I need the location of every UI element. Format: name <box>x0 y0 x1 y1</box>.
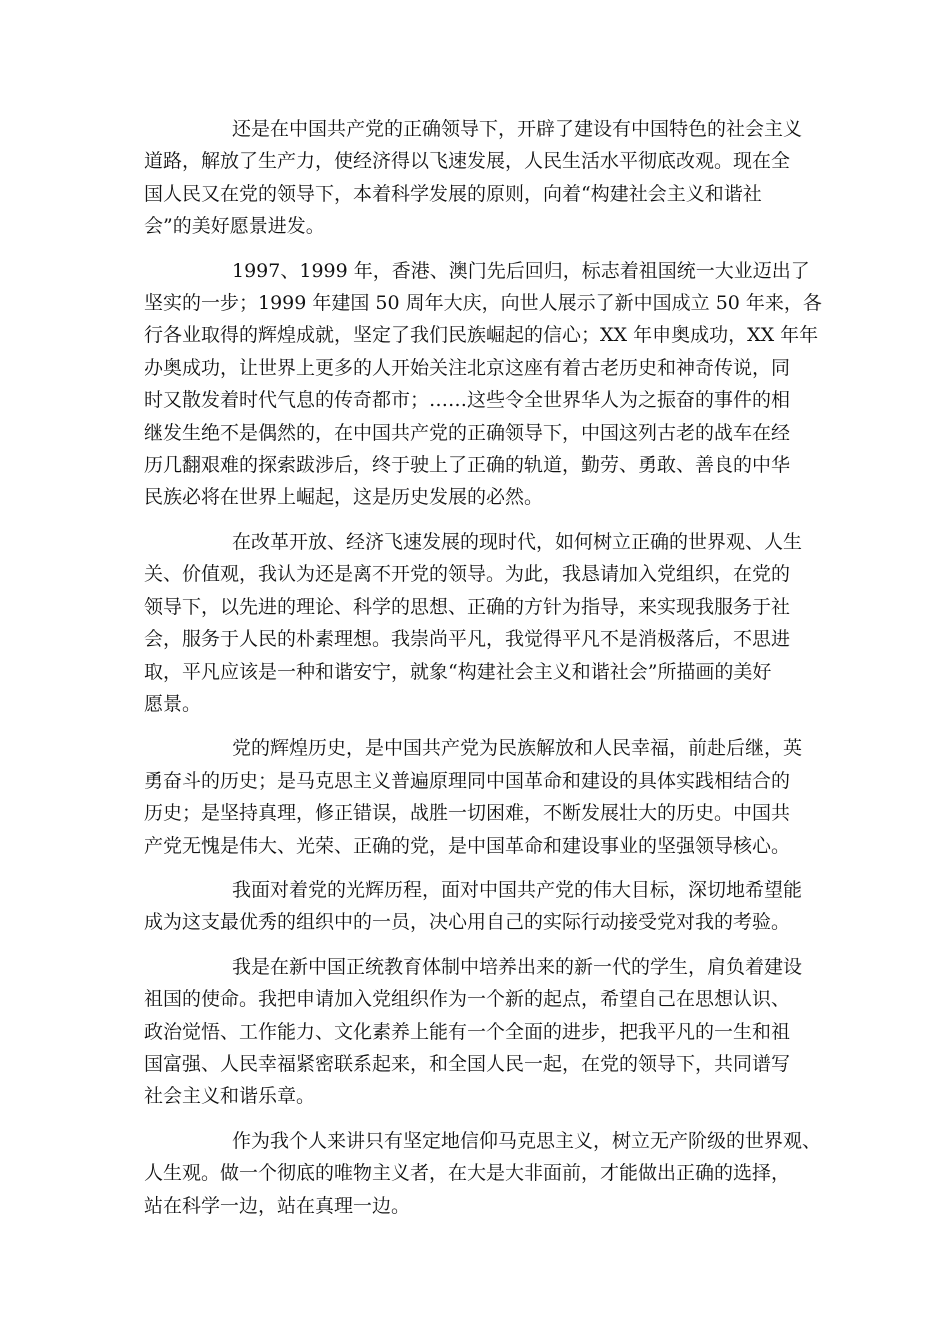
paragraph-line: 坚实的一步；1999 年建国 50 周年大庆，向世人展示了新中国成立 50 年来，各 <box>144 292 822 315</box>
paragraph-line: 我是在新中国正统教育体制中培养出来的新一代的学生，肩负着建设 <box>232 955 803 978</box>
paragraph-line: 还是在中国共产党的正确领导下，开辟了建设有中国特色的社会主义 <box>232 118 803 140</box>
paragraph-6 <box>144 951 824 1113</box>
paragraph-line: 关、价值观，我认为还是离不开党的领导。为此，我恳请加入党组织，在党的 <box>144 563 791 586</box>
paragraph-line: 行各业取得的辉煌成就，坚定了我们民族崛起的信心；XX 年申奥成功，XX 年年 <box>144 324 819 347</box>
paragraph-line: 站在科学一边，站在真理一边。 <box>144 1194 411 1217</box>
paragraph-line: 办奥成功，让世界上更多的人开始关注北京这座有着古老历史和神奇传说，同 <box>144 356 791 379</box>
paragraph-line: 政治觉悟、工作能力、文化素养上能有一个全面的进步，把我平凡的一生和祖 <box>144 1020 791 1043</box>
paragraph-line: 社会主义和谐乐章。 <box>144 1085 316 1108</box>
paragraph-line: 历史；是坚持真理，修正错误，战胜一切困难，不断发展壮大的历史。中国共 <box>144 802 791 825</box>
paragraph-line: 成为这支最优秀的组织中的一员，决心用自己的实际行动接受党对我的考验。 <box>144 911 791 934</box>
paragraph-line: 产党无愧是伟大、光荣、正确的党，是中国革命和建设事业的坚强领导核心。 <box>144 834 791 857</box>
paragraph-line: 勇奋斗的历史；是马克思主义普遍原理同中国革命和建设的具体实践相结合的 <box>144 769 791 792</box>
paragraph-line: 国人民又在党的领导下，本着科学发展的原则，向着“构建社会主义和谐社 <box>144 182 762 205</box>
paragraph-line: 祖国的使命。我把申请加入党组织作为一个新的起点，希望自己在思想认识、 <box>144 988 791 1011</box>
paragraph-line: 会”的美好愿景进发。 <box>144 215 325 238</box>
paragraph-1 <box>144 113 824 243</box>
paragraph-3 <box>144 526 824 720</box>
paragraph-line: 人生观。做一个彻底的唯物主义者，在大是大非面前，才能做出正确的选择， <box>144 1162 791 1185</box>
document-body <box>144 113 824 1234</box>
paragraph-line: 继发生绝不是偶然的，在中国共产党的正确领导下，中国这列古老的战车在经 <box>144 421 791 444</box>
paragraph-5 <box>144 874 824 939</box>
paragraph-line: 取，平凡应该是一种和谐安宁，就象“构建社会主义和谐社会”所描画的美好 <box>144 660 772 683</box>
paragraph-2 <box>144 255 824 514</box>
paragraph-line: 领导下，以先进的理论、科学的思想、正确的方针为指导，来实现我服务于社 <box>144 595 791 618</box>
paragraph-line: 愿景。 <box>144 692 202 715</box>
paragraph-line: 1997、1999 年，香港、澳门先后回归，标志着祖国统一大业迈出了 <box>232 259 810 282</box>
paragraph-line: 我面对着党的光辉历程，面对中国共产党的伟大目标，深切地希望能 <box>232 878 803 901</box>
paragraph-line: 会，服务于人民的朴素理想。我崇尚平凡，我觉得平凡不是消极落后，不思进 <box>144 628 791 651</box>
paragraph-line: 道路，解放了生产力，使经济得以飞速发展，人民生活水平彻底改观。现在全 <box>144 150 791 173</box>
paragraph-line: 时又散发着时代气息的传奇都市；……这些令全世界华人为之振奋的事件的相 <box>144 389 791 412</box>
paragraph-4 <box>144 732 824 862</box>
paragraph-line: 国富强、人民幸福紧密联系起来，和全国人民一起，在党的领导下，共同谱写 <box>144 1052 791 1075</box>
paragraph-line: 在改革开放、经济飞速发展的现时代，如何树立正确的世界观、人生 <box>232 530 803 553</box>
paragraph-line: 党的辉煌历史，是中国共产党为民族解放和人民幸福，前赴后继，英 <box>232 737 803 760</box>
paragraph-line: 历几翻艰难的探索跋涉后，终于驶上了正确的轨道，勤劳、勇敢、善良的中华 <box>144 454 791 477</box>
paragraph-line: 作为我个人来讲只有坚定地信仰马克思主义，树立无产阶级的世界观、 <box>232 1129 822 1152</box>
paragraph-line: 民族必将在世界上崛起，这是历史发展的必然。 <box>144 486 544 509</box>
paragraph-7 <box>144 1125 824 1222</box>
